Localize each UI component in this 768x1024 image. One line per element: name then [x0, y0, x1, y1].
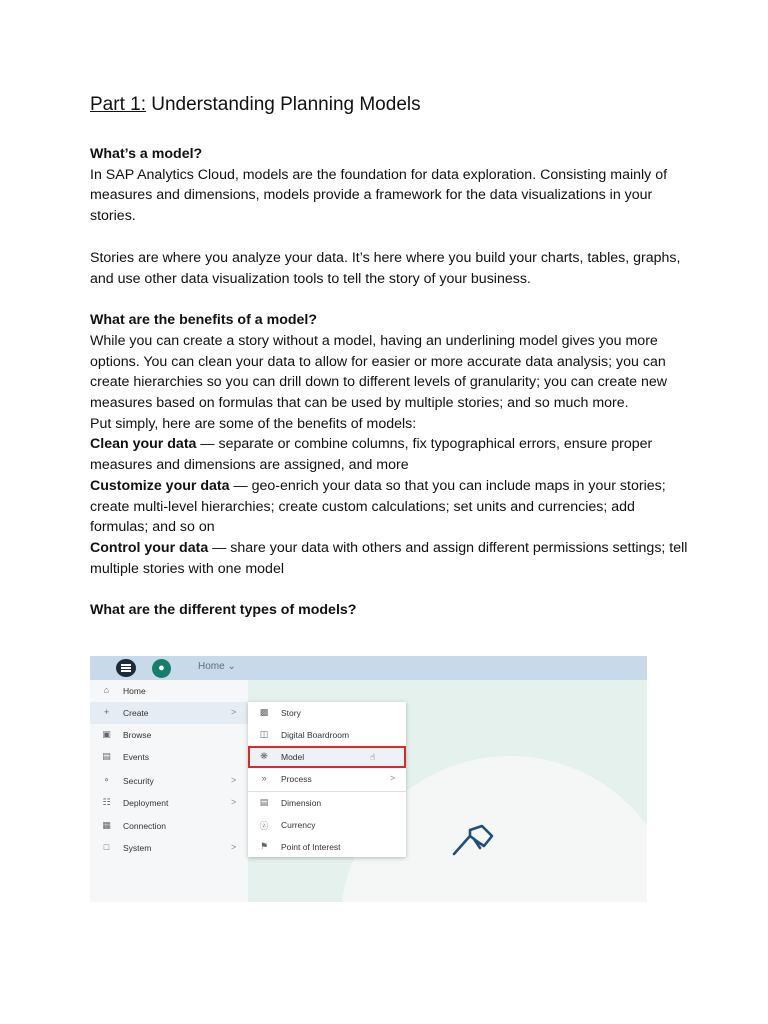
chevron-right-icon: > [231, 797, 237, 807]
document-body [90, 94, 690, 621]
submenu-item-point-of-interest[interactable] [248, 836, 406, 858]
boardroom-icon: ◫ [259, 729, 269, 739]
benefit-clean [90, 434, 690, 475]
paragraph-put-simply: Put simply, here are some of the benefits of models: [90, 415, 417, 432]
lock-icon: ⚬ [102, 775, 111, 785]
menu-icon[interactable] [116, 659, 136, 677]
dimension-icon: ▤ [259, 797, 269, 807]
submenu-label: Point of Interest [281, 842, 341, 852]
process-icon: » [261, 773, 267, 783]
nav-item-browse[interactable] [90, 724, 248, 746]
connection-icon: ▦ [102, 820, 111, 830]
nav-item-events[interactable] [90, 746, 248, 768]
submenu-label: Currency [281, 820, 316, 830]
page-title [90, 94, 690, 116]
benefit-control-label: Control your data [90, 539, 209, 556]
submenu-label: Dimension [281, 798, 322, 808]
model-icon: ❋ [260, 751, 268, 761]
story-icon: ▩ [259, 707, 269, 717]
browse-icon: ▣ [102, 729, 111, 739]
submenu-item-currency[interactable] [248, 814, 406, 836]
benefit-customize [90, 476, 690, 538]
benefit-clean-label: Clean your data [90, 436, 197, 453]
nav-label: System [123, 843, 152, 853]
benefit-control-text: — share your data with others and assign different permissions settings; tell multiple stories with one model [90, 539, 688, 577]
calendar-icon: ▤ [102, 751, 111, 761]
title-part: Part 1: [90, 94, 146, 115]
currency-icon: ⓩ [259, 821, 269, 831]
submenu-item-model[interactable] [248, 746, 406, 768]
submenu-item-process[interactable] [248, 768, 406, 790]
home-icon: ⌂ [103, 685, 110, 695]
nav-label: Connection [123, 821, 167, 831]
submenu-label: Process [281, 774, 312, 784]
cursor-hand-icon: ☝ [370, 752, 376, 762]
nav-label: Create [123, 708, 149, 718]
chevron-right-icon: > [231, 707, 237, 717]
nav-item-security[interactable] [90, 770, 248, 792]
nav-item-create[interactable] [90, 702, 248, 724]
nav-item-connection[interactable] [90, 815, 248, 837]
benefit-customize-text: — geo-enrich your data so that you can include maps in your stories; create multi-level hierarchies; create custom calculations; set units and currencies; add formulas; and so on [90, 477, 666, 536]
paragraph-stories: Stories are where you analyze your data. It’s here where you build your charts, tables, graphs, and use other data visualization tools to tell the story of your business. [90, 249, 681, 287]
create-submenu [248, 702, 406, 857]
system-icon: □ [103, 842, 110, 852]
nav-item-deployment[interactable] [90, 792, 248, 814]
title-text: Understanding Planning Models [145, 94, 421, 115]
plus-icon: + [103, 707, 110, 717]
side-navigation [90, 680, 248, 902]
submenu-label: Digital Boardroom [281, 730, 350, 740]
submenu-label: Story [281, 708, 301, 718]
benefit-clean-text: — separate or combine columns, fix typographical errors, ensure proper measures and dimensions are assigned, and more [90, 436, 653, 474]
nav-label: Browse [123, 730, 152, 740]
nav-label: Events [123, 752, 149, 762]
home-dropdown[interactable] [198, 661, 236, 672]
chevron-right-icon: > [231, 775, 237, 785]
nav-label: Home [123, 686, 146, 696]
nav-label: Security [123, 776, 154, 786]
heading-benefits: What are the benefits of a model? [90, 312, 318, 329]
submenu-item-story[interactable] [248, 702, 406, 724]
submenu-item-digital-boardroom[interactable] [248, 724, 406, 746]
benefit-control [90, 538, 690, 579]
user-icon[interactable]: ● [152, 659, 171, 678]
embedded-screenshot [90, 656, 647, 902]
deploy-icon: ☷ [102, 797, 111, 807]
chevron-down-icon: ⌄ [227, 661, 236, 672]
nav-item-home[interactable] [90, 680, 248, 702]
nav-item-system[interactable] [90, 837, 248, 859]
home-dropdown-label: Home [198, 661, 225, 672]
paragraph-benefits: While you can create a story without a model, having an underlining model gives you more options. You can clean your data to allow for easier or more accurate data analysis; you can create hierarchies so you can drill down to different levels of granularity; you can create new measures based on formulas that can be used by multiple stories; and so much more. [90, 332, 668, 412]
paragraph-model-definition: In SAP Analytics Cloud, models are the foundation for data exploration. Consisting mainly of measures and dimensions, models provide a framework for the data visualizations in your stories. [90, 166, 668, 225]
heading-model-types: What are the different types of models? [90, 602, 357, 619]
top-bar [90, 656, 647, 680]
pin-icon [448, 822, 496, 862]
flag-icon: ⚑ [259, 841, 269, 851]
submenu-label: Model [281, 752, 305, 762]
nav-label: Deployment [123, 798, 169, 808]
submenu-item-dimension[interactable] [248, 792, 406, 814]
heading-whats-a-model: What’s a model? [90, 146, 203, 162]
chevron-right-icon: > [231, 842, 237, 852]
benefit-customize-label: Customize your data [90, 477, 230, 494]
chevron-right-icon: > [390, 773, 396, 783]
